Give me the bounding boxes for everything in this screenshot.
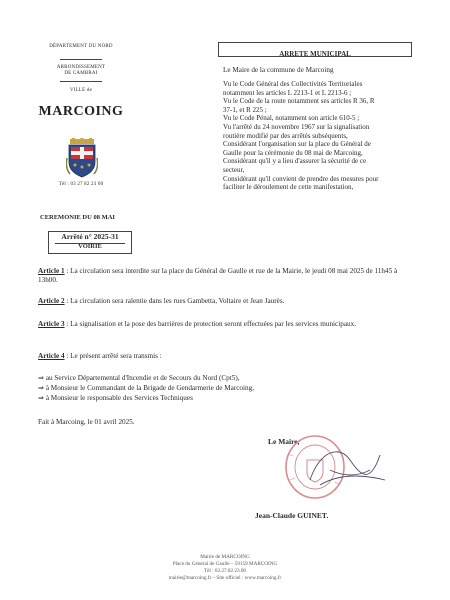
article-1: [38, 267, 418, 285]
considerant-line: Considérant l'organisation sur la place du Général de: [223, 140, 371, 149]
recipient-item: ⇒ au Service Départemental d'Incendie et de Secours du Nord (Cpt5),: [38, 374, 240, 382]
considerant-line: faciliter le déroulement de cette manifestation,: [223, 183, 354, 192]
arrete-number-box: [48, 231, 132, 254]
article-label: Article 2: [38, 297, 65, 305]
vu-line: routière modifié par des arrêtés subséquents,: [223, 131, 348, 140]
arrondissement-label: [36, 65, 126, 77]
article-2: [38, 297, 418, 306]
article-4: [38, 352, 418, 361]
vu-line: 37-1, et R 225 ;: [223, 105, 267, 114]
phone-label: Tél : 03 27 82 23 00: [58, 182, 104, 187]
handwritten-signature-icon: [300, 440, 390, 500]
footer-line: Place du Général de Gaulle – 59159 MARCOING: [172, 561, 278, 567]
article-label: Article 1: [38, 267, 65, 275]
signature-title: Le Maire,: [268, 437, 300, 446]
article-text: : La signalisation et la pose des barrières de protection seront effectuées par les services municipaux.: [64, 320, 357, 328]
article-label: Article 4: [38, 352, 65, 360]
department-text: DÉPARTEMENT DU NORD: [49, 44, 113, 49]
considerant-line: Considérant qu'il convient de prendre des mesures pour: [223, 174, 379, 183]
footer-line: Mairie de MARCOING: [200, 554, 250, 560]
article-text: : La circulation sera ralentie dans les rues Gambetta, Voltaire et Jean Jaurès.: [64, 297, 285, 305]
article-text: : La circulation sera interdite sur la place du Général de Gaulle et rue de la Mairie, le jeudi 08 mai 2025 de 11h45 à 13h00.: [38, 267, 398, 285]
footer: [0, 554, 450, 582]
ville-label: [36, 88, 126, 93]
ville-text: VILLE de: [69, 88, 92, 93]
footer-line: Tél : 03.27.82.23.00: [203, 568, 247, 574]
arrondissement-line1: ARRONDISSEMENT: [56, 65, 106, 70]
vu-line: Vu le Code Pénal, notamment son article 610-5 ;: [223, 114, 360, 123]
considerant-line: Gaulle pour la cérémonie du 08 mai de Marcoing,: [223, 148, 363, 157]
arrete-title: ARRETE MUNICIPAL: [279, 50, 351, 58]
recipients-list: [38, 373, 418, 403]
divider: [60, 59, 102, 60]
article-3: [38, 320, 418, 329]
town-name: MARCOING: [38, 104, 124, 119]
ceremony-title: CEREMONIE DU 08 MAI: [40, 214, 115, 221]
article-text: : Le présent arrêté sera transmis :: [64, 352, 162, 360]
department-label: [36, 44, 126, 49]
town-crest-icon: [66, 138, 98, 178]
divider: [55, 243, 125, 244]
vu-line: Vu le Code de la route notamment ses articles R 36, R: [223, 97, 375, 106]
arrete-subject: VOIRIE: [78, 243, 102, 250]
article-label: Article 3: [38, 320, 65, 328]
vu-considerant-block: [223, 80, 423, 192]
vu-line: Vu le Code Général des Collectivités Territoriales: [223, 80, 363, 88]
arrete-number: Arrêté n° 2025-31: [61, 232, 119, 241]
arrete-title-box: [218, 42, 412, 57]
vu-line: notamment les articles L 2213-1 et L 2213-6 ;: [223, 88, 352, 97]
recipient-item: ⇒ à Monsieur le responsable des Services Techniques: [38, 394, 193, 402]
considerant-line: Considérant qu'il y a lieu d'assurer la sécurité de ce: [223, 157, 367, 166]
considerant-line: secteur,: [223, 165, 245, 174]
maire-line: Le Maire de la commune de Marcoing: [223, 66, 334, 74]
footer-line: mairie@marcoing.fr – Site officiel : www.marcoing.fr: [168, 575, 282, 581]
arrondissement-line2: DE CAMBRAI: [64, 71, 98, 76]
fait-a: Fait à Marcoing, le 01 avril 2025.: [38, 418, 135, 426]
mayor-name: Jean-Claude GUINET.: [255, 511, 329, 520]
vu-line: Vu l'arrêté du 24 novembre 1967 sur la signalisation: [223, 122, 370, 131]
recipient-item: ⇒ à Monsieur le Commandant de la Brigade de Gendarmerie de Marcoing,: [38, 384, 254, 392]
divider: [60, 81, 102, 82]
